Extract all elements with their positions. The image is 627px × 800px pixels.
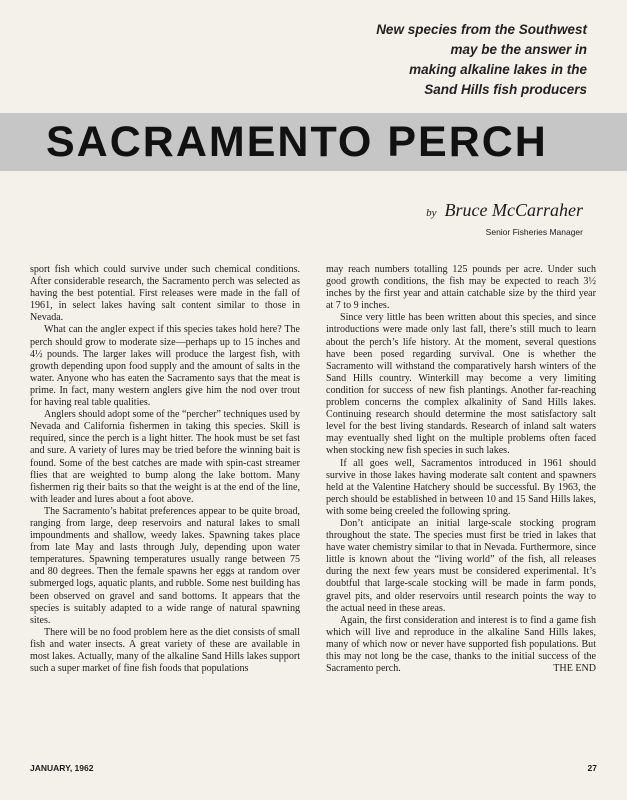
end-mark: THE END <box>553 663 596 675</box>
byline <box>426 200 583 237</box>
author-role: Senior Fisheries Manager <box>485 227 583 237</box>
issue-date: JANUARY, 1962 <box>30 763 94 773</box>
paragraph-final <box>326 615 596 675</box>
paragraph: Don’t anticipate an initial large-scale stocking program throughout the state. The species must first be tried in lakes that have water chemistry similar to that in Nevada. Furthermore, since little is known about the “living world” of the fish, all releases during the next few years must be considered experimental. It’s doubtful that large-scale stocking will be made in farm ponds, gravel pits, and older reservoirs until research points the way to the actual need in these areas. <box>326 517 596 614</box>
deck-subtitle <box>257 20 587 100</box>
paragraph: may reach numbers totalling 125 pounds per acre. Under such good growth conditions, the fish may be expected to reach 3½ inches by the first year and attain catchable size by the third year at 7 to 9 inches. <box>326 264 596 312</box>
deck-line: New species from the Southwest <box>376 22 587 37</box>
article-column-right <box>326 264 596 675</box>
author-signature: Bruce McCarraher <box>444 200 583 220</box>
article-title: SACRAMENTO PERCH <box>46 118 548 166</box>
paragraph: Since very little has been written about this species, and since introductions were made only last fall, there’s still much to learn about the perch’s life history. At the moment, several questions have been posed regarding survival. One is whether the Sacramento will withstand the comparatively harsh winters of the Sand Hills country. Winterkill may become a very limiting condition for success of new fish plantings. Another far-reaching problem concerns the complex alkalinity of Sand Hills lakes. Continuing research should determine the most satisfactory salt level for the best living standards. Research of inland salt waters may eventually shed light on the multiple problems often faced when stocking new fish species in such lakes. <box>326 312 596 457</box>
deck-line: may be the answer in <box>450 42 587 57</box>
deck-line: Sand Hills fish producers <box>424 82 587 97</box>
deck-line: making alkaline lakes in the <box>409 62 587 77</box>
paragraph: sport fish which could survive under such chemical conditions. After considerable research, the Sacramento perch was selected as having the best potential. First releases were made in the fall of 1961, in select lakes having salt content similar to those in Nevada. <box>30 264 300 324</box>
paragraph: If all goes well, Sacramentos introduced in 1961 should survive in those lakes having moderate salt content and spawners held at the Valentine Hatchery should be successful. By 1963, the perch should be established in between 10 and 15 Sand Hills lakes, with some being creeled the following spring. <box>326 457 596 517</box>
paragraph: There will be no food problem here as the diet consists of small fish and water insects. A great variety of these are available in most lakes. Actually, many of the alkaline Sand Hills lakes support such a super market of fine fish foods that populations <box>30 626 300 675</box>
paragraph: What can the angler expect if this species takes hold here? The perch should grow to moderate size—perhaps up to 15 inches and 4½ pounds. The larger lakes will produce the largest fish, with growth depending upon food supply and the amount of salts in the water. Anyone who has eaten the Sacramento says that the meat is prime. In fact, many western anglers give him the nod over trout for having real table qualities. <box>30 324 300 409</box>
byline-by: by <box>426 207 437 219</box>
article-column-left <box>30 264 300 675</box>
page-number: 27 <box>587 763 597 773</box>
paragraph: Anglers should adopt some of the “percher” techniques used by Nevada and California fishermen in taking this species. Skill is required, since the perch is a light hitter. The hook must be set fast and sure. A variety of lures may be tried before the winning bait is found. Some of the best catches are made with spin-cast streamer flies that are weighted to bump along the lake bottom. Many fishermen rig their baits so that the weight is at the end of the line, with leader and lures about a foot above. <box>30 409 300 505</box>
paragraph-text: Again, the first consideration and interest is to find a game fish which will live and reproduce in the alkaline Sand Hills lakes, many of which now or never have supported fish populations. But this may not long be the case, thanks to the initial success of the Sacramento perch. <box>326 614 596 675</box>
paragraph: The Sacramento’s habitat preferences appear to be quite broad, ranging from large, deep reservoirs and natural lakes to small impoundments and shallow, weedy lakes. Spawning takes place from late May and lasts through July, depending upon water temperatures. Spawning temperatures usually range between 75 and 80 degrees. Then the female spawns her eggs at random over submerged logs, aquatic plants, and rubble. Some nest building has been observed on gravel and sand bottoms. It appears that the species is suitably adapted to a wide range of natural spawning sites. <box>30 505 300 626</box>
